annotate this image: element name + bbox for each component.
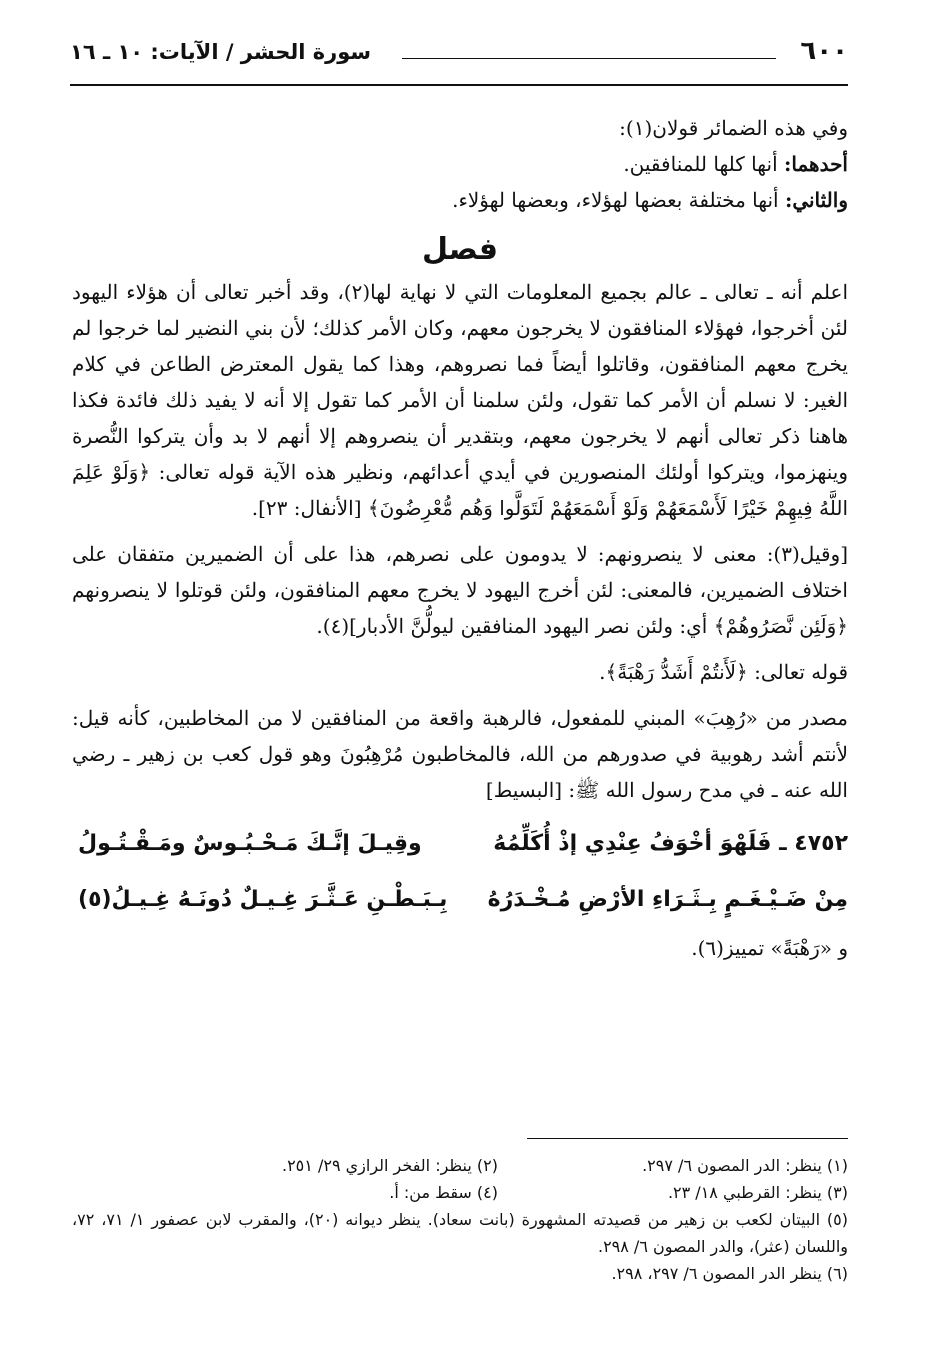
intro-line: وفي هذه الضمائر قولان(١): [619, 116, 848, 140]
intro-second-opinion [72, 182, 848, 218]
footnote-5: (٥) البيتان لكعب بن زهير من قصيدته المشهورة (بانت سعاد). ينظر ديوانه (٢٠)، والمقرب لابن عصفور ١/ ٧١، ٧٢، واللسان (عثر)، والدر المصون ٦/ ٢٩٨. [72, 1210, 849, 1256]
paragraph-1 [72, 274, 848, 526]
footnote-3: (٣) ينظر: القرطبي ١٨/ ٢٣. [667, 1183, 848, 1202]
paragraph-text: قوله تعالى: [747, 660, 848, 684]
main-text [72, 110, 848, 976]
footnote-separator [527, 1138, 848, 1139]
verse-first-hemistich: مِنْ ضَـيْـغَـمٍ بِـثَـرَاءِ الأرْضِ مُـخْـدَرُهُ [487, 887, 848, 912]
paragraph-4: مصدر من «رُهِبَ» المبني للمفعول، فالرهبة واقعة من المنافقين لا من المخاطبين، كأنه قيل: لأنتم أشد رهوبية في صدورهم من الله، فالمخاطبون مُرْهِبُونَ وهو قول كعب بن زهير ـ رضي الله عنه ـ في مدح رسول الله ﷺ: [البسيط] [72, 706, 848, 802]
opinion-text: أنها مختلفة بعضها لهؤلاء، وبعضها لهؤلاء. [452, 188, 779, 212]
footnote-4: (٤) سقط من: أ. [389, 1183, 498, 1202]
header-rule [402, 58, 776, 59]
paragraph-text: [وقيل(٣): معنى لا ينصرونهم: لا يدومون على نصرهم، هذا على أن الضميرين متفقان على اختلاف الضميرين، فالمعنى: لئن أخرج اليهود لا يخرج معهم المنافقون، ولئن قوتلوا لا ينصرونهم [72, 542, 849, 602]
paragraph-2 [72, 536, 848, 644]
paragraph-text: . [599, 660, 606, 684]
page-number: ٦٠٠ [800, 36, 848, 66]
paragraph-text: أي: ولئن نصر اليهود المنافقين ليولُّنَّ الأدبار](٤). [316, 614, 714, 638]
running-title: سورة الحشر / الآيات: ١٠ ـ ١٦ [70, 40, 372, 64]
paragraph-3 [72, 654, 848, 690]
footnotes [72, 1152, 848, 1287]
footnote-row [72, 1179, 848, 1206]
quran-quote: ﴿وَلَئِن نَّصَرُوهُمْ﴾ [713, 614, 848, 638]
verse-second-hemistich: وقِيـلَ إنَّـكَ مَـحْـبُـوسٌ ومَـقْـتُـولُ [78, 831, 422, 856]
opinion-label: والثاني: [784, 188, 848, 212]
footnote-6: (٦) ينظر الدر المصون ٦/ ٢٩٧، ٢٩٨. [611, 1264, 848, 1283]
footnote-2: (٢) ينظر: الفخر الرازي ٢٩/ ٢٥١. [281, 1156, 498, 1175]
footnote-row [72, 1152, 848, 1179]
paragraph-5: و «رَهْبَةً» تمييز(٦). [691, 936, 848, 960]
paragraph-text: اعلم أنه ـ تعالى ـ عالم بجميع المعلومات التي لا نهاية لها(٢)، وقد أخبر تعالى أن هؤلاء اليهود لئن أخرجوا، فهؤلاء المنافقون لا يخرجون معهم، وكان الأمر كذلك؛ لأن بني النضير لما خرجوا لم يخرج معهم المنافقون، وقاتلوا أيضاً فما نصروهم، وهذا كما يقول المعترض الطاعن في كلام الغير: لا نسلم أن الأمر كما تقول، ولئن سلمنا أن الأمر كما تقول إلا أنه لا يفيد ذلك فائدة فكذا هاهنا ذكر تعالى أنهم لا يخرجون معهم، وبتقدير أن ينصروهم إلا أنهم لا بد وأن يتركوا النُّصرة وينهزموا، ويتركوا أولئك المنصورين في أيدي أعدائهم، ونظير هذه الآية قوله تعالى: [72, 280, 848, 484]
section-title: فصل [422, 232, 498, 267]
quran-quote: ﴿لَأَنتُمْ أَشَدُّ رَهْبَةً﴾ [605, 660, 748, 684]
page-header [70, 36, 848, 86]
intro-first-opinion [72, 146, 848, 182]
opinion-label: أحدهما: [783, 152, 848, 176]
quran-reference: [الأنفال: ٢٣]. [251, 496, 368, 520]
verse-second-hemistich: بِـبَـطْـنِ عَـثَّـرَ غِـيـلٌ دُونَـهُ غِـيـلُ(٥) [78, 887, 448, 912]
opinion-text: أنها كلها للمنافقين. [623, 152, 778, 176]
poem-verse-1 [72, 818, 848, 874]
poem-verse-2 [72, 874, 848, 930]
quran-quote: ﴿وَلَوْ عَلِمَ اللَّهُ فِيهِمْ خَيْرًا لَأَسْمَعَهُمْ وَلَوْ أَسْمَعَهُمْ لَتَوَلَّوا وَهُم مُّعْرِضُونَ﴾ [72, 460, 848, 520]
verse-first-hemistich: ٤٧٥٢ ـ فَلَهْوَ أخْوَفُ عِنْدِي إذْ أُكَلِّمُهُ [493, 831, 848, 856]
footnote-1: (١) ينظر: الدر المصون ٦/ ٢٩٧. [642, 1156, 848, 1175]
intro-block [72, 110, 848, 218]
